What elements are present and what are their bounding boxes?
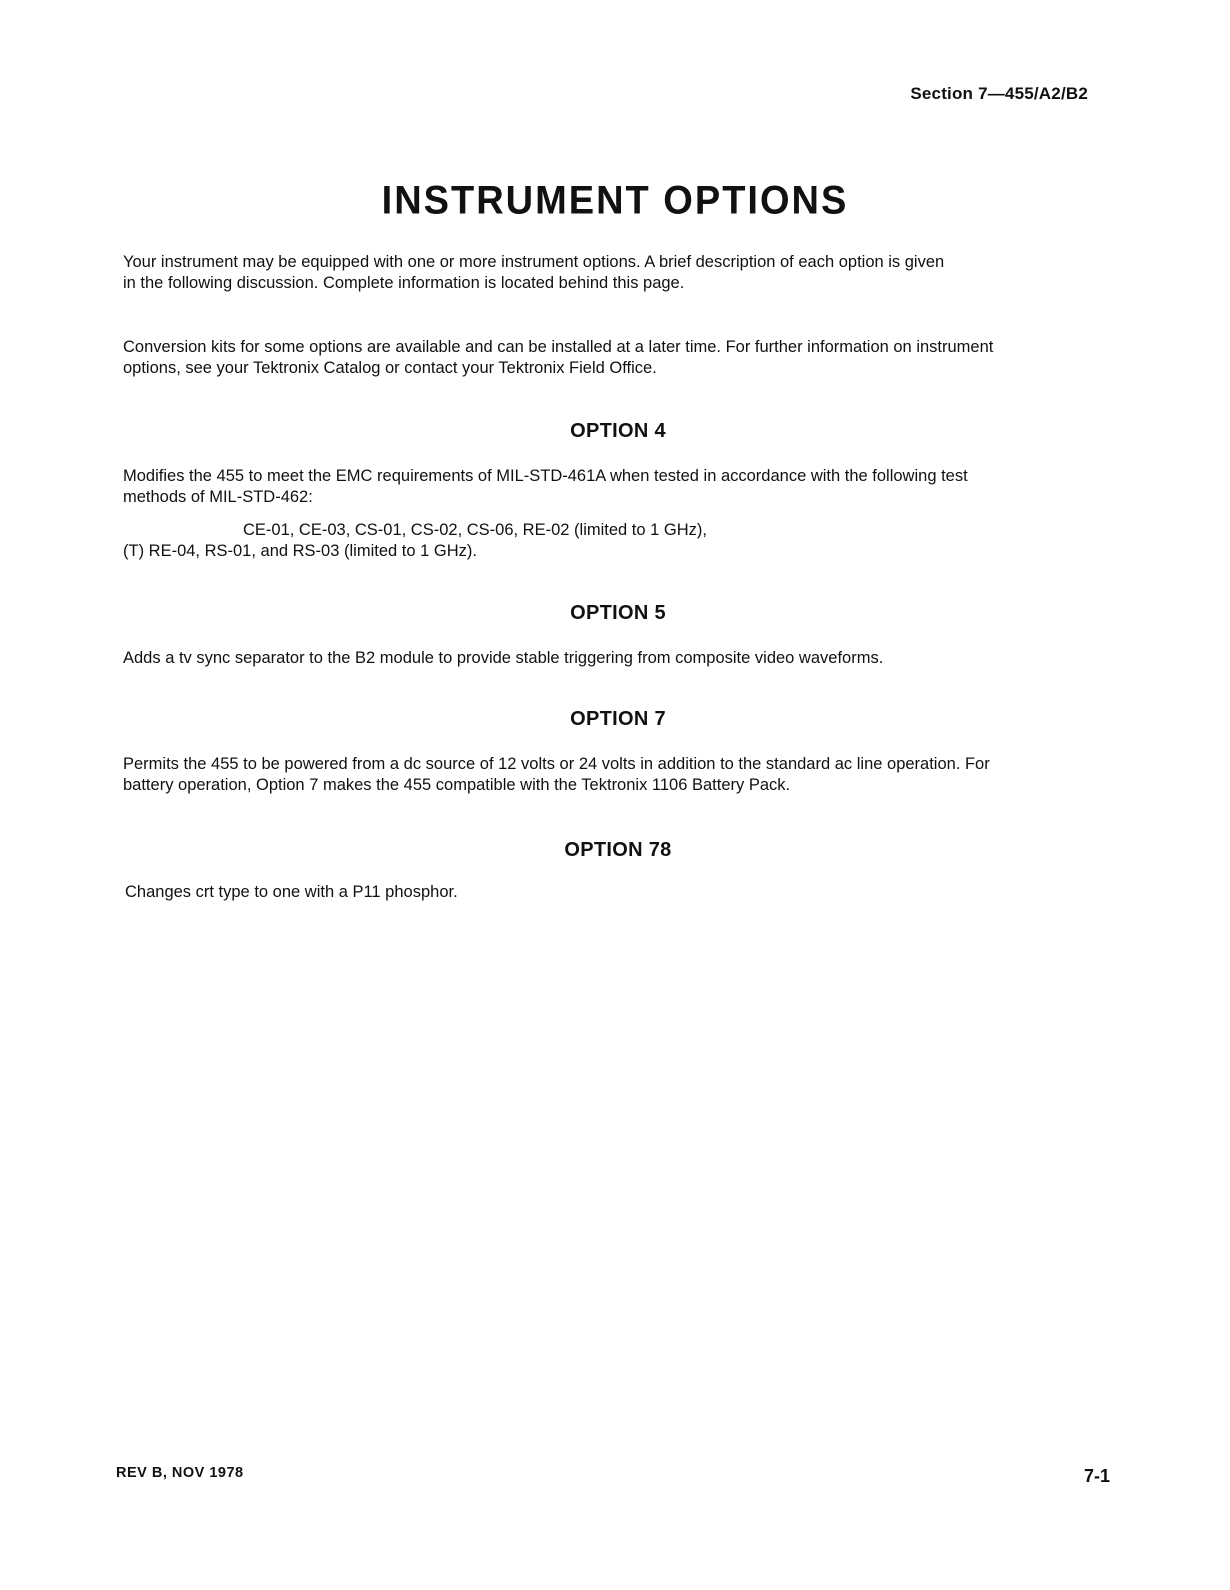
option-78-description xyxy=(125,882,1095,903)
intro-paragraph-1-line: Your instrument may be equipped with one or more instrument options. A brief description of each option is given xyxy=(123,253,945,271)
option-4-heading: OPTION 4 xyxy=(570,420,666,442)
option-5-line: Adds a tv sync separator to the B2 module to provide stable triggering from composite video waveforms. xyxy=(123,649,884,667)
option-7-heading: OPTION 7 xyxy=(570,708,666,730)
revision-date: REV B, NOV 1978 xyxy=(116,1465,244,1481)
intro-paragraph-1-line: in the following discussion. Complete information is located behind this page. xyxy=(123,274,685,292)
option-4-test-methods xyxy=(123,520,1093,562)
option-7-line: battery operation, Option 7 makes the 455 compatible with the Tektronix 1106 Battery Pack. xyxy=(123,776,791,794)
intro-paragraph-2 xyxy=(123,337,1093,379)
option-78-heading: OPTION 78 xyxy=(564,839,672,861)
option-78-line: Changes crt type to one with a P11 phosphor. xyxy=(125,883,458,901)
intro-paragraph-1 xyxy=(123,252,1093,294)
intro-paragraph-2-line: Conversion kits for some options are available and can be installed at a later time. For further information on instrument xyxy=(123,338,994,356)
option-7-line: Permits the 455 to be powered from a dc source of 12 volts or 24 volts in addition to the standard ac line operation. For xyxy=(123,755,990,773)
option-5-description xyxy=(123,648,1093,669)
option-4-test-methods-line: CE-01, CE-03, CS-01, CS-02, CS-06, RE-02 (limited to 1 GHz), xyxy=(243,521,707,539)
section-label: Section 7—455/A2/B2 xyxy=(910,84,1088,103)
option-4-description xyxy=(123,466,1093,508)
option-5-heading: OPTION 5 xyxy=(570,602,666,624)
page-title: INSTRUMENT OPTIONS xyxy=(381,178,849,224)
option-4-line: Modifies the 455 to meet the EMC requirements of MIL-STD-461A when tested in accordance with the following test xyxy=(123,467,968,485)
page-number: 7-1 xyxy=(1083,1466,1110,1486)
option-4-test-methods-line: (T) RE-04, RS-01, and RS-03 (limited to 1 GHz). xyxy=(123,542,477,560)
intro-paragraph-2-line: options, see your Tektronix Catalog or contact your Tektronix Field Office. xyxy=(123,359,657,377)
option-7-description xyxy=(123,754,1093,796)
option-4-line: methods of MIL-STD-462: xyxy=(123,488,313,506)
